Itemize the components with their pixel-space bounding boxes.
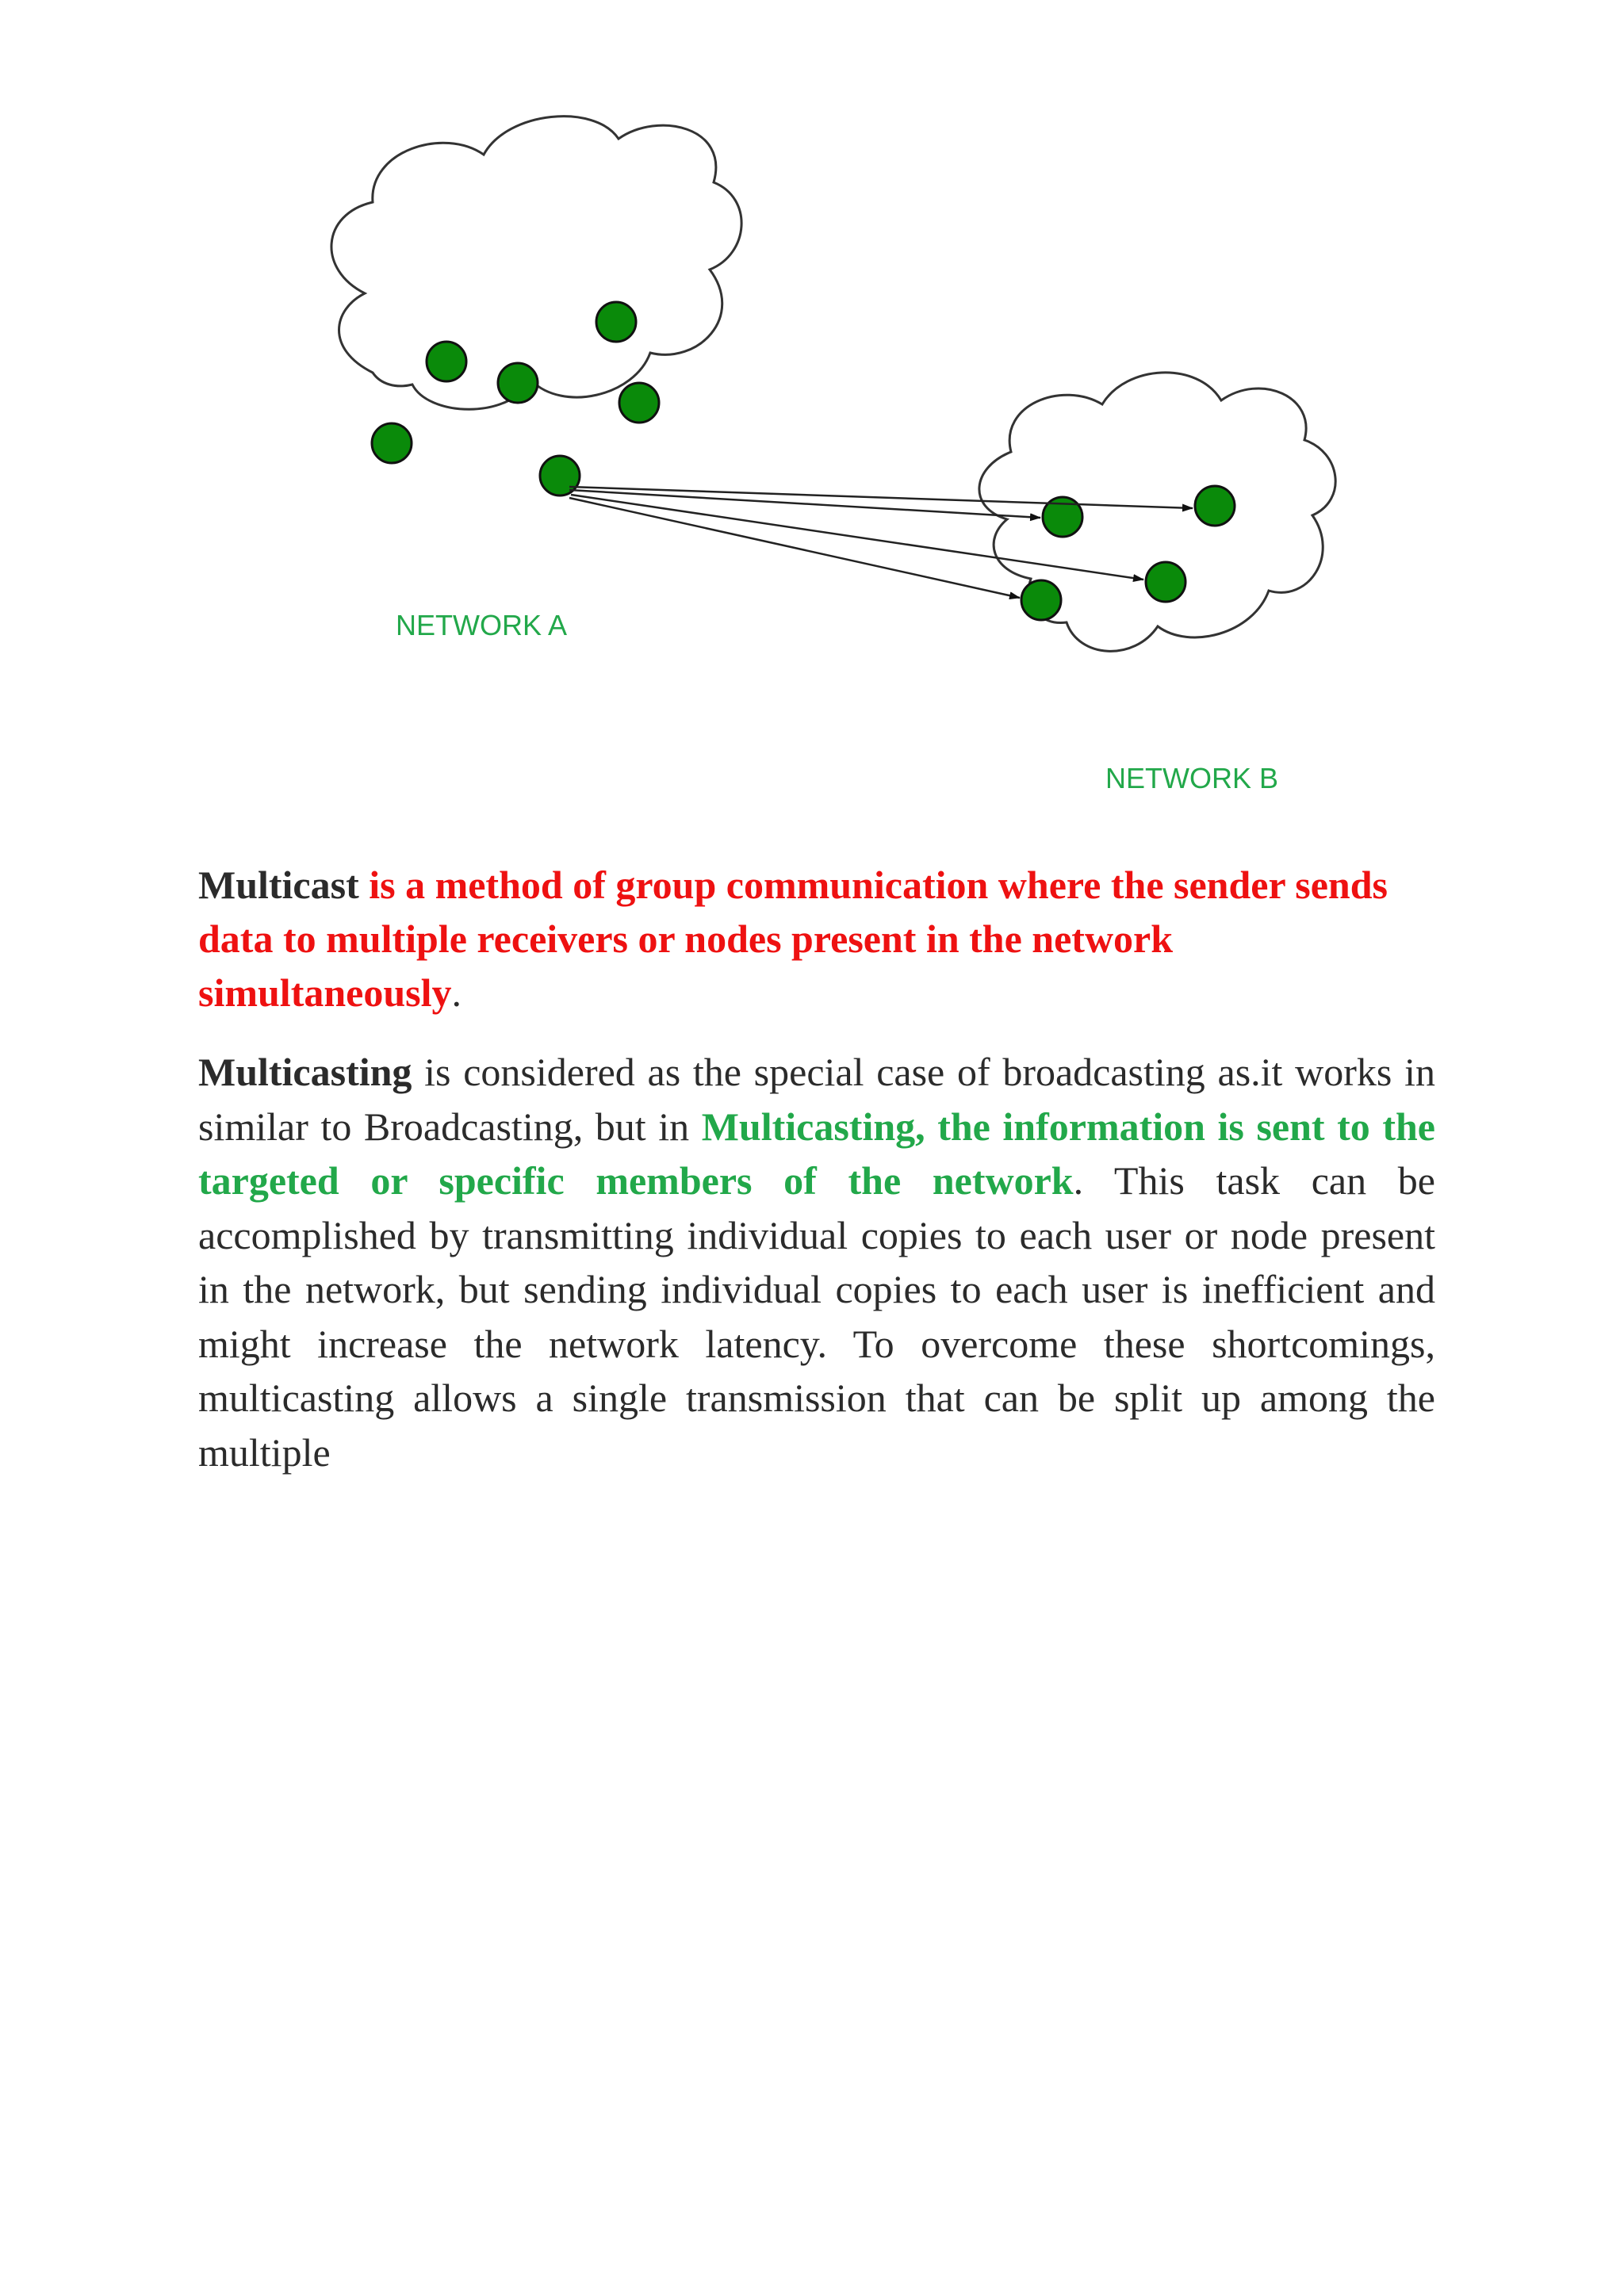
description-text-b: . This task can be accomplished by transmitting individual copies to each user or node present in the network, but sending individual copies to each user is inefficient and might increase the network latency. To overcome these shortcomings, multicasting allows a single transmission that can be split up among the multiple [198,1158,1435,1475]
network-b-node [1195,486,1235,526]
definition-ending: . [451,970,462,1015]
multicast-diagram [0,0,1624,856]
network-a-node [619,383,659,423]
definition-paragraph [198,858,1435,1020]
network-b-label: NETWORK B [1105,762,1279,794]
description-highlight: Multicasting, the information is sent to the targeted or specific members of the network [198,1104,1435,1203]
network-b-node [1146,562,1185,602]
multicasting-term: Multicasting [198,1050,412,1094]
network-a-cloud [331,117,741,410]
network-b-node [1021,580,1061,620]
description-paragraph [198,1045,1435,1479]
multicast-term: Multicast [198,863,359,907]
network-a-node [427,342,466,381]
network-a-node [372,423,412,463]
network-a-label: NETWORK A [396,609,568,641]
description-text-a: is considered as the special case of broadcasting as.it works in similar to Broadcasting, but in [198,1050,1435,1149]
network-a-node [596,302,636,342]
multicast-definition: is a method of group communication where the sender sends data to multiple receivers or nodes present in the network simultaneously [198,863,1388,1015]
network-a-node [498,363,538,403]
